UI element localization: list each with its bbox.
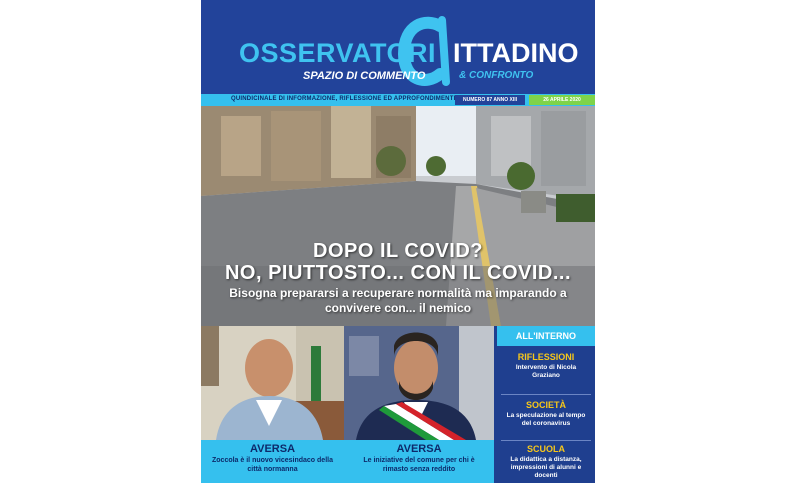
sidebar-item-title: SOCIETÀ: [525, 400, 566, 410]
issue-date: 26 APRILE 2020: [529, 95, 595, 105]
masthead-subtitle-right: & CONFRONTO: [459, 70, 534, 81]
inside-sidebar: [497, 326, 595, 483]
masthead-subtitle-left: SPAZIO DI COMMENTO: [303, 70, 426, 82]
sidebar-heading: ALL'INTERNO: [497, 326, 595, 346]
story-1-title: AVERSA: [249, 443, 296, 455]
sidebar-item-title: RIFLESSIONI: [517, 352, 575, 362]
headline-line-2: NO, PIUTTOSTO... CON IL COVID...: [224, 262, 572, 284]
headline-subtitle: Bisogna prepararsi a recuperare normalità ma imparando a convivere con... il nemico: [229, 286, 567, 315]
sidebar-item-societa[interactable]: [497, 400, 595, 428]
main-headline: [201, 240, 595, 284]
vice-mayor-photo: [201, 326, 344, 440]
masthead: [201, 0, 595, 94]
sidebar-divider: [501, 394, 591, 395]
headline-line-1: DOPO IL COVID?: [313, 240, 483, 262]
mayor-photo: [344, 326, 494, 440]
masthead-title-left: OSSERVATORI: [239, 38, 437, 68]
sidebar-divider: [501, 440, 591, 441]
masthead-title-right: ITTADINO: [453, 38, 579, 68]
story-1-text: Zoccola è il nuovo vicesindaco della città normanna: [212, 457, 333, 473]
sidebar-item-title: SCUOLA: [527, 444, 565, 454]
sidebar-item-scuola[interactable]: [497, 444, 595, 480]
magazine-cover: [201, 0, 595, 483]
story-card-2[interactable]: [344, 440, 494, 483]
story-2-title: AVERSA: [396, 443, 442, 455]
story-2-text: Le iniziative del comune per chi è rimasto senza reddito: [363, 457, 475, 473]
issue-number: NUMERO 87 ANNO XIII: [455, 95, 525, 105]
sidebar-item-text: La speculazione al tempo del coronavirus: [506, 412, 586, 427]
sidebar-item-text: La didattica a distanza, impressioni di alunni e docenti: [510, 456, 582, 479]
story-card-1[interactable]: [201, 440, 344, 483]
tagline: QUINDICINALE DI INFORMAZIONE, RIFLESSIONE ED APPROFONDIMENTI: [231, 96, 456, 102]
sidebar-item-text: Intervento di Nicola Graziano: [515, 364, 577, 379]
sidebar-item-riflessioni[interactable]: [497, 352, 595, 380]
